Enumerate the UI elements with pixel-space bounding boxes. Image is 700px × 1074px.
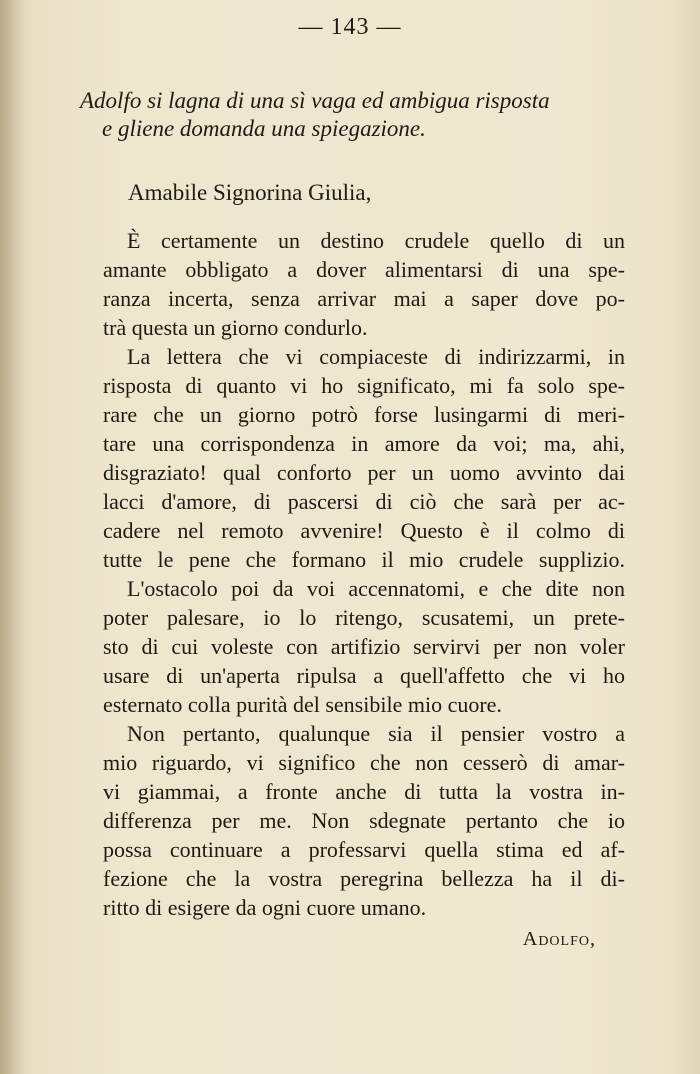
paragraph-2: [79, 342, 625, 574]
text-line: ranza incerta, senza arrivar mai a saper dove po-: [103, 286, 625, 311]
text-line: sto di cui voleste con artifizio servirvi per non voler: [103, 634, 625, 659]
heading-line-2: e gliene domanda una spiegazione.: [102, 116, 426, 141]
text-line: lacci d'amore, di pascersi di ciò che sarà per ac-: [103, 489, 625, 514]
text-line: La lettera che vi compiaceste di indirizzarmi, in: [127, 344, 625, 369]
text-line: È certamente un destino crudele quello di un: [127, 228, 625, 253]
text-line: vi giammai, a fronte anche di tutta la vostra in-: [103, 779, 625, 804]
text-line: mio riguardo, vi significo che non cesserò di amar-: [103, 750, 625, 775]
salutation: Amabile Signorina Giulia,: [128, 180, 372, 205]
letter-heading: [80, 87, 630, 143]
signature: Adolfo,: [522, 928, 596, 950]
text-line: risposta di quanto vi ho significato, mi fa solo spe-: [103, 373, 625, 398]
text-line: tutte le pene che formano il mio crudele supplizio.: [103, 547, 625, 572]
text-line: cadere nel remoto avvenire! Questo è il colmo di: [103, 518, 625, 543]
text-line: trà questa un giorno condurlo.: [103, 315, 368, 340]
text-line: Non pertanto, qualunque sia il pensier vostro a: [127, 721, 625, 746]
letter-body: [79, 226, 625, 922]
text-line: fezione che la vostra peregrina bellezza ha il di-: [103, 866, 625, 891]
gutter-shadow: [0, 0, 26, 1074]
text-line: disgraziato! qual conforto per un uomo avvinto dai: [103, 460, 625, 485]
text-line: L'ostacolo poi da voi accennatomi, e che dite non: [127, 576, 625, 601]
text-line: esternato colla purità del sensibile mio cuore.: [103, 692, 502, 717]
text-line: poter palesare, io lo ritengo, scusatemi, un prete-: [103, 605, 625, 630]
text-line: rare che un giorno potrò forse lusingarmi di meri-: [103, 402, 625, 427]
paragraph-1: [79, 226, 625, 342]
text-line: differenza per me. Non sdegnate pertanto che io: [103, 808, 625, 833]
page-number: — 143 —: [298, 14, 402, 40]
text-line: amante obbligato a dover alimentarsi di una spe-: [103, 257, 625, 282]
text-line: tare una corrispondenza in amore da voi; ma, ahi,: [103, 431, 625, 456]
paragraph-4: [79, 719, 625, 922]
paragraph-3: [79, 574, 625, 719]
heading-line-1: Adolfo si lagna di una sì vaga ed ambigua risposta: [80, 88, 550, 113]
text-line: ritto di esigere da ogni cuore umano.: [103, 895, 427, 920]
text-line: possa continuare a professarvi quella stima ed af-: [103, 837, 625, 862]
text-line: usare di un'aperta ripulsa a quell'affetto che vi ho: [103, 663, 625, 688]
